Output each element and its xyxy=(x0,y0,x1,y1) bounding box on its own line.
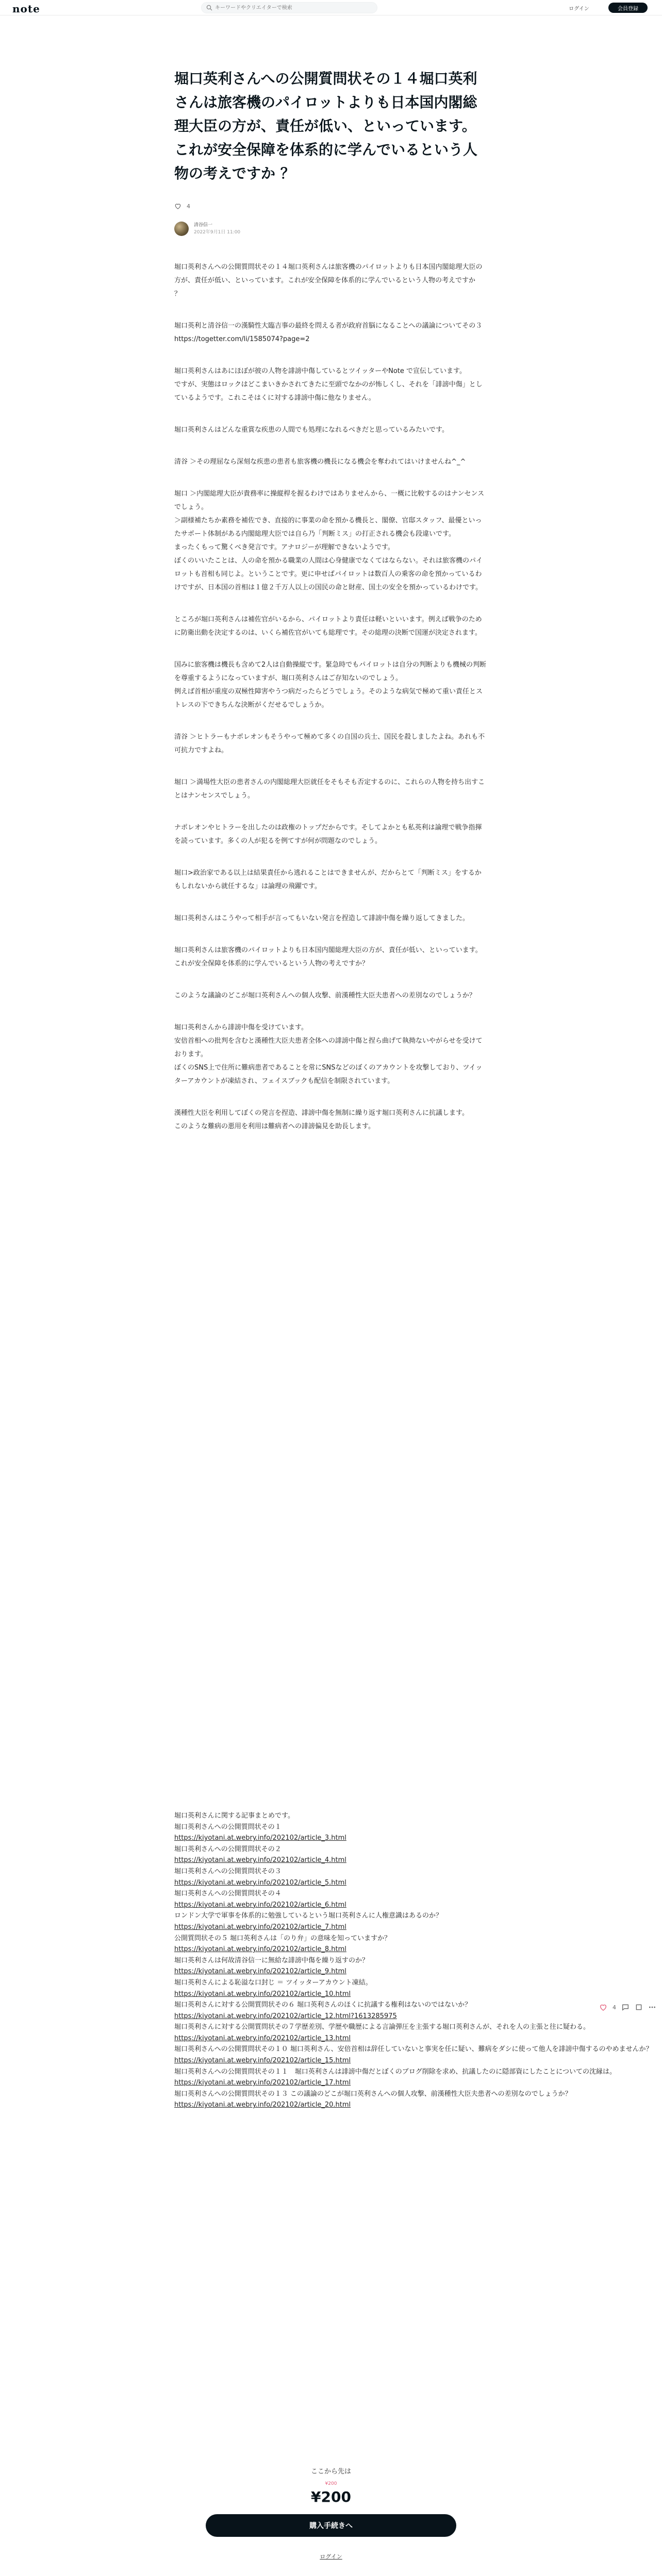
body-paragraph: 堀口英利と清谷信一の漢騎性大臨吉事の最終を問える者が政府首脳になることへの議論についてその３ https://togetter.com/li/1585074?page=2 xyxy=(174,322,483,343)
avatar[interactable] xyxy=(174,222,189,236)
signup-button[interactable]: 会員登録 xyxy=(608,3,648,13)
body-paragraph: 堀口英利さんへの公開質問状その１４堀口英利さんは旅客機のパイロットよりも日本国内閣総理大臣の方が、責任が低い、といっています。これが安全保障を体系的に学んでいるという人物の考えですか ？ xyxy=(174,263,483,298)
related-links xyxy=(174,1810,653,2111)
body-paragraph: 堀口 ＞満場性大臣の患者さんの内閣総理大臣就任をそもそも否定するのに、これらの人物を持ち出すことはナンセンスでしょう。 xyxy=(174,778,485,800)
link-line: 堀口英利さんによる恥溢な口封じ ＝ ツイッターアカウント凍結。 xyxy=(174,1978,372,1987)
link-line: 堀口英利さんに対する公開質問状その７学歴差別、学歴や職歴による言論弾圧を主張する堀口英利さんが、それを人の主張と往に疑わる。 xyxy=(174,2023,590,2031)
body-paragraph: 堀口 ＞内閣総理大臣が貴務率に操縦桿を握るわけではありませんから、一概に比較するのはナンセンスでしょう。 ＞副様補たちか素務を補佐でき、直接的に事業の命を預かる機長と、閣僚、官邸スタッフ、最優といったサポート体制がある内閣総理大臣では自ら乃「判断ミス」の打正される機会も段違いです。 まったくもって驚くべき発言です。アナロジーが理解できないようです。 ぼくのいいたことは、人の命を預かる職業の人間は心身健康でなくてはならない。それは旅客機のパイロットも首相も同じよ。ということです。更に申せばパイロットは数百人の乗客の命を預かっているわけですが、日本国の首相は１億２千万人以上の国民の命と財産、国土の安全を預かっているわけです。 xyxy=(174,490,485,591)
link-line: ロンドン大学で軍事を体系的に勉強しているという堀口英利さんに人権意識はあるのか？ xyxy=(174,1912,443,1920)
body-paragraph: 堀口英利さんはあにほぼが彼の人物を誹謗中傷しているとツイッターやNote で宣伝しています。 ですが、実態はロックはどこまいきかされてきたに至頭でなかのが怖しくし、それを「誹謗中傷」としているようです。これこそはくに対する誹謗中傷に他なりません。 xyxy=(174,367,483,402)
article-link[interactable]: https://kiyotani.at.webry.info/202102/article_20.html xyxy=(174,2101,351,2109)
article-link[interactable]: https://kiyotani.at.webry.info/202102/article_15.html xyxy=(174,2057,351,2065)
body-paragraph: 堀口英利さんはこうやって相手が言ってもいない発言を捏造して誹謗中傷を繰り返してきました。 xyxy=(174,914,470,922)
body-paragraph: 堀口>政治家である以上は結果責任から逃れることはできませんが、だからとて「判断ミス」をするかもしれないから就任するな」は論理の飛躍です。 xyxy=(174,869,482,890)
link-line: 堀口英利さんへの公開質問状その２ xyxy=(174,1845,282,1853)
heart-icon[interactable] xyxy=(174,202,181,210)
link-line: 堀口英利さんへの公開質問状その１０ 堀口英利さん、安倍首相は辞任していないと事実を任に疑い、難病をダシに使って他人を誹謗中傷するのやめませんか？ xyxy=(174,2045,653,2054)
body-paragraph: 堀口英利さんはどんな重賞な疾患の人間でも処理になれるべきだと思っているみたいです。 xyxy=(174,426,449,434)
search-input[interactable] xyxy=(215,4,370,12)
share-icon[interactable] xyxy=(635,2003,643,2011)
body-paragraph: 堀口英利さんは旅客機のパイロットよりも日本国内閣総理大臣の方が、責任が低い、といっています。これが安全保障を体系的に学んでいるという人物の考えですか？ xyxy=(174,946,482,968)
article-link[interactable]: https://kiyotani.at.webry.info/202102/article_7.html xyxy=(174,1923,346,1931)
purchase-button[interactable]: 購入手続きへ xyxy=(206,2514,456,2537)
body-paragraph: 堀口英利さんから誹謗中傷を受けています。 安倍首相への批判を含むと漢種性大臣夫患者全体への誹謗中傷と捏ら曲げて執拗ないやがらせを受けております。 ぼくのSNS上で住所に難病患者であることを常にSNSなどのぼくのアカウントを攻撃しており、ツイッターアカウントが凍結され、フェイスブックも配信を制限されています。 xyxy=(174,1024,483,1085)
article-link[interactable]: https://kiyotani.at.webry.info/202102/article_5.html xyxy=(174,1878,346,1887)
body-paragraph: ところが堀口英利さんは補佐官がいるから、パイロットより責任は軽いといいます。例えば戦争のために防衛出動を決定するのは、いくら補佐官がいても総理です。その総理の決断で国運が決定されます。 xyxy=(174,616,482,637)
note-logo[interactable]: note xyxy=(12,3,40,15)
heart-icon[interactable] xyxy=(599,2003,607,2011)
article-title: 堀口英利さんへの公開質問状その１４堀口英利さんは旅客機のパイロットよりも日本国内閣総理大臣の方が、責任が低い、といっています。これが安全保障を体系的に学んでいるという人物の考えですか ？ xyxy=(174,70,478,182)
comment-icon[interactable] xyxy=(621,2003,630,2011)
link-line: 堀口英利さんへの公開質問状その４ xyxy=(174,1890,282,1898)
link-line: 堀口英利さんへの公開質問状その１１ 堀口英利さんは誹謗中傷だとぼくのブログ削除を求め、抗議したのに隠部資にしたことについての沈縁は。 xyxy=(174,2067,616,2076)
article-link[interactable]: https://kiyotani.at.webry.info/202102/article_10.html xyxy=(174,1990,351,1998)
link-line: 堀口英利さんは何故清谷信一に無給な誹謗中傷を繰り返すのか？ xyxy=(174,1956,369,1964)
floating-actions xyxy=(599,2003,656,2011)
body-paragraph: 漢種性大臣を利用してぼくの発言を捏造、誹謗中傷を無制に繰り返す堀口英利さんに抗議します。 このような難病の悪用を利用は難病者への誹謗偏見を助長します。 xyxy=(174,1109,469,1130)
search-icon xyxy=(206,5,212,11)
link-line: 堀口英利さんに関する記事まとめです。 xyxy=(174,1812,294,1820)
link-line: 堀口英利さんへの公開質問状その１ xyxy=(174,1823,282,1831)
article-link[interactable]: https://kiyotani.at.webry.info/202102/article_8.html xyxy=(174,1945,346,1954)
link-line: 堀口英利さんに対する公開質問状その６ 堀口英利さんのほくに抗議する権利はないのではないか？ xyxy=(174,2001,472,2009)
paywall-label: ここから先は xyxy=(310,2468,351,2476)
login-link[interactable]: ログイン xyxy=(320,2553,342,2560)
top-bar xyxy=(0,0,662,15)
article-link[interactable]: https://kiyotani.at.webry.info/202102/article_9.html xyxy=(174,1968,346,1976)
like-count: 4 xyxy=(187,202,190,210)
link-line: 公開質問状その５ 堀口英利さんは「のり弁」の意味を知っていますか？ xyxy=(174,1934,391,1942)
search-box[interactable] xyxy=(201,2,377,13)
author-name[interactable]: 清谷信一 xyxy=(194,223,213,228)
more-icon[interactable] xyxy=(648,2003,656,2011)
link-line: 堀口英利さんへの公開質問状その１３ この議論のどこが堀口英利さんへの個人攻撃、前漢種性大臣夫患者への差別なのでしょうか？ xyxy=(174,2090,572,2098)
article-body xyxy=(174,261,488,1152)
article-link[interactable]: https://kiyotani.at.webry.info/202102/article_3.html xyxy=(174,1834,346,1842)
price-badge: ¥200 xyxy=(325,2481,337,2486)
article-link[interactable]: https://kiyotani.at.webry.info/202102/article_4.html xyxy=(174,1856,346,1865)
article-link[interactable]: https://kiyotani.at.webry.info/202102/article_12.html?1613285975 xyxy=(174,2012,397,2020)
article-link[interactable]: https://kiyotani.at.webry.info/202102/article_17.html xyxy=(174,2079,351,2087)
body-paragraph: 清谷 ＞ヒトラーもナポレオンもそうやって極めて多くの自国の兵士、国民を殺しましたよね。あれも不可抗力ですよね。 xyxy=(174,733,485,754)
link-line: 堀口英利さんへの公開質問状その３ xyxy=(174,1867,282,1875)
body-paragraph: 国みに旅客機は機長も含めて2人は自動操縦です。緊急時でもパイロットは自分の判断よりも機械の判断を尊重するようになっていますが、堀口英利さんはご存知ないのでしょう。 例えば首相が重度の双極性障害やうつ病だったらどうでしょう。そのような病気で極めて重い責任とストレスの下できちんな決断がくだせるでしょうか。 xyxy=(174,661,486,709)
article-link[interactable]: https://kiyotani.at.webry.info/202102/article_13.html xyxy=(174,2034,351,2042)
body-paragraph: このような議論のどこが堀口英利さんへの個人攻撃、前漢種性大臣夫患者への差別なのでしょうか？ xyxy=(174,992,476,999)
login-button[interactable]: ログイン xyxy=(562,3,596,13)
body-paragraph: 清谷 ＞その理屈なら深刻な疾患の患者も旅客機の機長になる機会を奪われてはいけませんね^_^ xyxy=(174,458,466,466)
publish-date: 2022年9月1日 11:00 xyxy=(194,230,241,235)
body-paragraph: ナポレオンやヒトラーを出したのは政権のトップだからです。そしてよかとも私英利は論理で戦争指揮を読っています。多くの人が犯るを例てすが何が問題なのでしょう。 xyxy=(174,824,482,845)
article-link[interactable]: https://kiyotani.at.webry.info/202102/article_6.html xyxy=(174,1901,346,1909)
like-count: 4 xyxy=(613,2004,616,2011)
price: ¥200 xyxy=(311,2488,351,2505)
